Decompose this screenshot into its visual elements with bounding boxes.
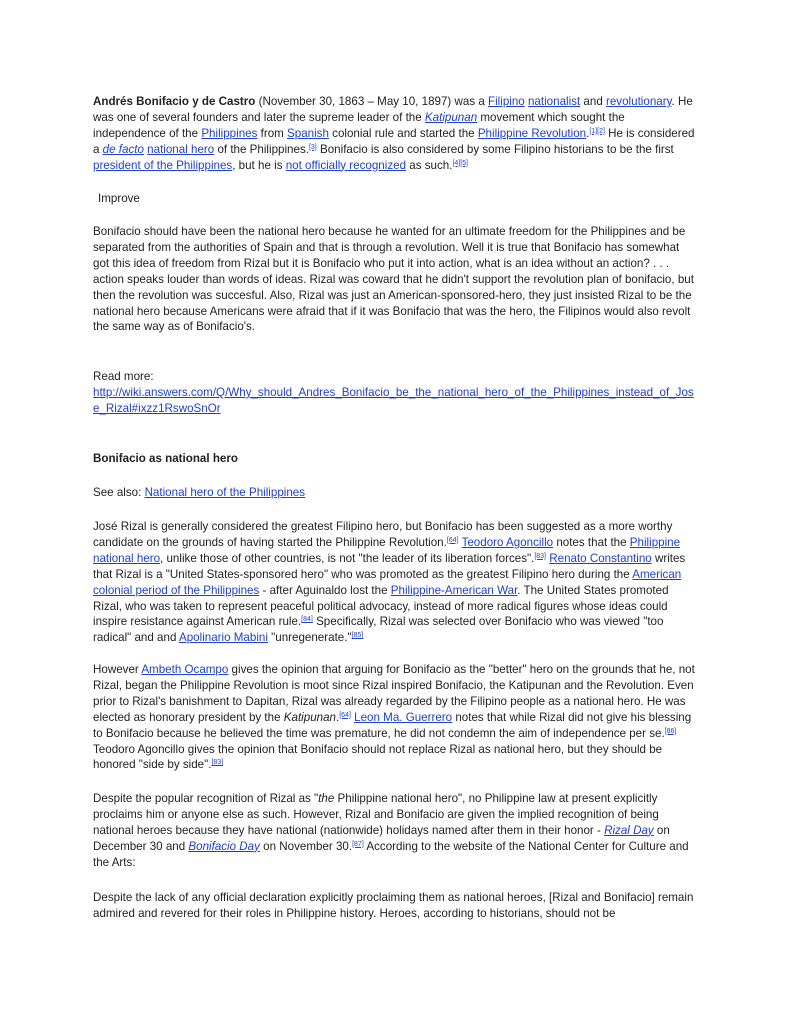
read-more-link[interactable]: http://wiki.answers.com/Q/Why_should_Andres_Bonifacio_be_the_national_hero_of_the_Philippines_instead_of_Jose_Rizal#ixzz1RswoSnOr bbox=[93, 385, 694, 415]
link-ambeth-ocampo[interactable]: Ambeth Ocampo bbox=[141, 663, 229, 676]
citation[interactable]: [84] bbox=[301, 616, 313, 624]
citation[interactable]: [3] bbox=[308, 143, 317, 151]
link-national-hero-of-philippines[interactable]: National hero of the Philippines bbox=[144, 486, 306, 499]
section-heading: Bonifacio as national hero bbox=[93, 452, 238, 465]
link-de-facto[interactable]: de facto bbox=[102, 142, 144, 156]
paragraph-3: Despite the popular recognition of Rizal as "the Philippine national hero", no Philippine law at present explicitly proclaims him or anyone else as such. However, Rizal and Bonifacio are given the implied recognition of being national heroes because they have national (nationwide) holidays named after them in their honor - Rizal Day on December 30 and Bonifacio Day on November 30.[87] According to the website of the National Center for Culture and the Arts: bbox=[93, 792, 689, 869]
link-philippine-american-war[interactable]: Philippine-American War bbox=[390, 583, 518, 597]
link-filipino[interactable]: Filipino bbox=[488, 95, 525, 108]
link-spanish[interactable]: Spanish bbox=[287, 126, 329, 140]
link-apolinario-mabini[interactable]: Apolinario Mabini bbox=[178, 631, 268, 645]
paragraph-2: However Ambeth Ocampo gives the opinion that arguing for Bonifacio as the "better" hero on the grounds that he, not Rizal, began the Philippine Revolution is moot since Rizal inspired Bonifacio, the Katipunan and the Revolution. Even prior to Rizal's banishment to Dapitan, Rizal was already regarded by the Filipino people as a national hero. He was elected as honorary president by the Katipunan.[64] Leon Ma. Guerrero notes that while Rizal did not give his blessing to Bonifacio because he believed the time was premature, he did not condemn the aim of independence per se.[86] Teodoro Agoncillo gives the opinion that Bonifacio should not replace Rizal as national hero, but they should be honored "side by side".[83] bbox=[93, 663, 695, 772]
link-not-officially-recognized[interactable]: not officially recognized bbox=[285, 158, 407, 172]
improve-label[interactable]: Improve bbox=[98, 192, 140, 205]
paragraph-1: José Rizal is generally considered the greatest Filipino hero, but Bonifacio has been suggested as a more worthy candidate on the grounds of having started the Philippine Revolution.[64] Teodoro Agoncillo notes that the Philippine national hero, unlike those of other countries, is not "the leader of its liberation forces".[83] Renato Constantino writes that Rizal is a "United States-sponsored hero" who was promoted as the greatest Filipino hero during the American colonial period of the Philippines - after Aguinaldo lost the Philippine-American War. The United States promoted Rizal, who was taken to represent peaceful political advocacy, instead of more radical figures whose ideas could inspire resistance against American rule.[84] Specifically, Rizal was selected over Bonifacio who was viewed "too radical" and and Apolinario Mabini "unregenerate."[85] bbox=[93, 520, 686, 645]
link-rizal-day[interactable]: Rizal Day bbox=[604, 823, 654, 837]
link-philippines[interactable]: Philippines bbox=[201, 126, 258, 140]
citation[interactable]: [4][5] bbox=[452, 159, 469, 167]
citation[interactable]: [64] bbox=[339, 711, 351, 719]
link-leon-ma-guerrero[interactable]: Leon Ma. Guerrero bbox=[354, 710, 453, 724]
paragraph-4: Despite the lack of any official declaration explicitly proclaiming them as national heroes, [Rizal and Bonifacio] remain admired and revered for their roles in Philippine history. Heroes, according to historians, should not be bbox=[93, 891, 694, 920]
article-subject: Andrés Bonifacio y de Castro bbox=[93, 95, 256, 108]
citation[interactable]: [83] bbox=[534, 552, 547, 560]
link-philippine-revolution[interactable]: Philippine Revolution bbox=[477, 126, 587, 140]
link-philippine-national-hero[interactable]: Philippine national hero bbox=[93, 535, 681, 565]
opinion-paragraph: Bonifacio should have been the national hero because he wanted for an ultimate freedom for the Philippines and be separated from the authorities of Spain and that is through a revolution. Well it is true that Bonifacio has somewhat got this idea of freedom from Rizal but it is Bonifacio who put it into action, what is an idea without an action? . . . action speaks louder than words of ideas. Rizal was coward that he didn't support the revolution plan of bonifacio, but then the revolution was succesful. Also, Rizal was just an American-sponsored-hero, they just insisted Rizal to be the national hero because Americans were afraid that if it was Bonifacio that was the hero, the Filipinos would also revolt the same way as of Bonifacio's. bbox=[93, 225, 694, 334]
citation[interactable]: [85] bbox=[351, 632, 364, 640]
citation[interactable]: [87] bbox=[352, 840, 364, 848]
see-also: See also: National hero of the Philippines bbox=[93, 486, 306, 499]
link-bonifacio-day[interactable]: Bonifacio Day bbox=[188, 839, 260, 853]
citation[interactable]: [86] bbox=[664, 727, 677, 735]
link-renato-constantino[interactable]: Renato Constantino bbox=[549, 551, 652, 565]
read-more-label: Read more: bbox=[93, 370, 154, 383]
link-president[interactable]: president of the Philippines bbox=[93, 158, 233, 172]
intro-paragraph: Andrés Bonifacio y de Castro (November 30, 1863 – May 10, 1897) was a Filipino nationalist and revolutionary. He was one of several founders and later the supreme leader of the Katipunan movement which sought the independence of the Philippines from Spanish colonial rule and started the Philippine Revolution.[1][2] He is considered a de facto national hero of the Philippines.[3] Bonifacio is also considered by some Filipino historians to be the first president of the Philippines, but he is not officially recognized as such.[4][5] bbox=[93, 95, 695, 172]
link-teodoro-agoncillo[interactable]: Teodoro Agoncillo bbox=[461, 535, 554, 549]
citation[interactable]: [64] bbox=[446, 536, 459, 544]
link-katipunan[interactable]: Katipunan bbox=[424, 110, 478, 124]
link-nationalist[interactable]: nationalist bbox=[527, 95, 581, 108]
link-revolutionary[interactable]: revolutionary bbox=[606, 95, 672, 108]
citation[interactable]: [83] bbox=[211, 759, 224, 767]
citation[interactable]: [1][2] bbox=[589, 127, 605, 135]
read-more bbox=[93, 369, 698, 417]
link-national-hero[interactable]: national hero bbox=[147, 142, 215, 156]
link-american-colonial-period[interactable]: American colonial period of the Philippines bbox=[93, 567, 682, 597]
